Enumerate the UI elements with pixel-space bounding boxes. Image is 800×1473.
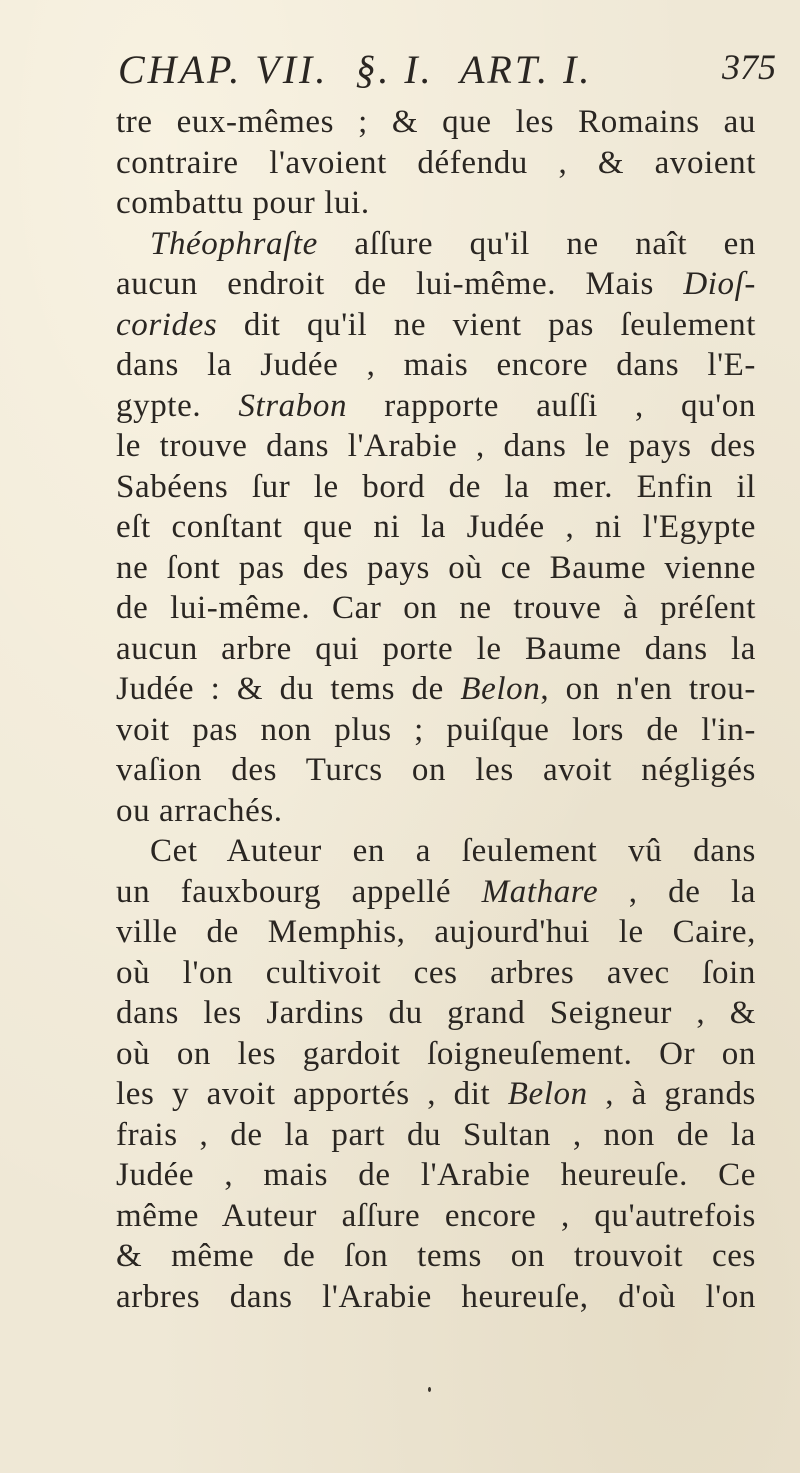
text-line: eſt conſtant que ni la Judée , ni l'Egypte	[116, 509, 756, 545]
text-line: où on les gardoit ſoigneuſement. Or on	[116, 1035, 756, 1072]
text-line: gypte. Strabon rapporte auſſi , qu'on	[116, 387, 757, 424]
text-line: où l'on cultivoit ces arbres avec ſoin	[116, 954, 756, 991]
section-label: §. I.	[355, 47, 434, 92]
author-name: Dioſ-	[683, 266, 756, 302]
text-line: frais , de la part du Sultan , non de la	[116, 1116, 756, 1153]
text-line: les y avoit apportés , dit Belon , à grands	[116, 1076, 756, 1112]
text-line: de lui-même. Car on ne trouve à préſent	[116, 590, 756, 626]
text-line: aucun arbre qui porte le Baume dans la	[116, 630, 756, 667]
page-number: 375	[722, 47, 776, 87]
text-line: le trouve dans l'Arabie , dans le pays des	[116, 428, 756, 464]
ink-speck	[428, 1387, 431, 1392]
author-name: Belon	[460, 671, 541, 707]
text-line: corides dit qu'il ne vient pas ſeulement	[116, 306, 756, 343]
text-line: dans la Judée , mais encore dans l'E-	[116, 347, 756, 383]
text-line: tre eux-mêmes ; & que les Romains au	[116, 104, 756, 140]
text-line: Théophraſte aſſure qu'il ne naît en	[150, 225, 756, 262]
text-line: un fauxbourg appellé Mathare , de la	[116, 873, 756, 910]
text-line: contraire l'avoient défendu , & avoient	[116, 144, 756, 181]
author-name: Belon	[507, 1076, 588, 1112]
text-line: aucun endroit de lui-même. Mais Dioſ-	[116, 266, 756, 302]
text-line: arbres dans l'Arabie heureuſe, d'où l'on	[116, 1278, 756, 1315]
running-head	[118, 46, 758, 96]
author-name: corides	[116, 306, 218, 343]
author-name: Strabon	[238, 387, 348, 424]
article-label: ART. I.	[459, 47, 593, 92]
text-line: ou arrachés.	[116, 792, 283, 829]
text-line: & même de ſon tems on trouvoit ces	[116, 1238, 756, 1274]
text-line: Sabéens ſur le bord de la mer. Enfin il	[116, 468, 756, 505]
author-name: Théophraſte	[150, 225, 318, 262]
place-name: Mathare	[481, 873, 599, 910]
text-line: vaſion des Turcs on les avoit négligés	[116, 752, 756, 788]
body-text	[116, 102, 756, 1317]
text-line: ville de Memphis, aujourd'hui le Caire,	[116, 914, 756, 950]
text-line: Judée , mais de l'Arabie heureuſe. Ce	[116, 1157, 756, 1193]
text-line: Cet Auteur en a ſeulement vû dans	[150, 833, 756, 869]
text-line: ne ſont pas des pays où ce Baume vienne	[116, 549, 756, 586]
text-line: voit pas non plus ; puiſque lors de l'in-	[116, 711, 756, 748]
text-line: Judée : & du tems de Belon, on n'en trou-	[116, 671, 756, 707]
chapter-label: CHAP. VII.	[118, 47, 329, 92]
text-line: même Auteur aſſure encore , qu'autrefois	[116, 1197, 756, 1234]
text-line: dans les Jardins du grand Seigneur , &	[116, 995, 756, 1031]
text-line: combattu pour lui.	[116, 185, 370, 221]
